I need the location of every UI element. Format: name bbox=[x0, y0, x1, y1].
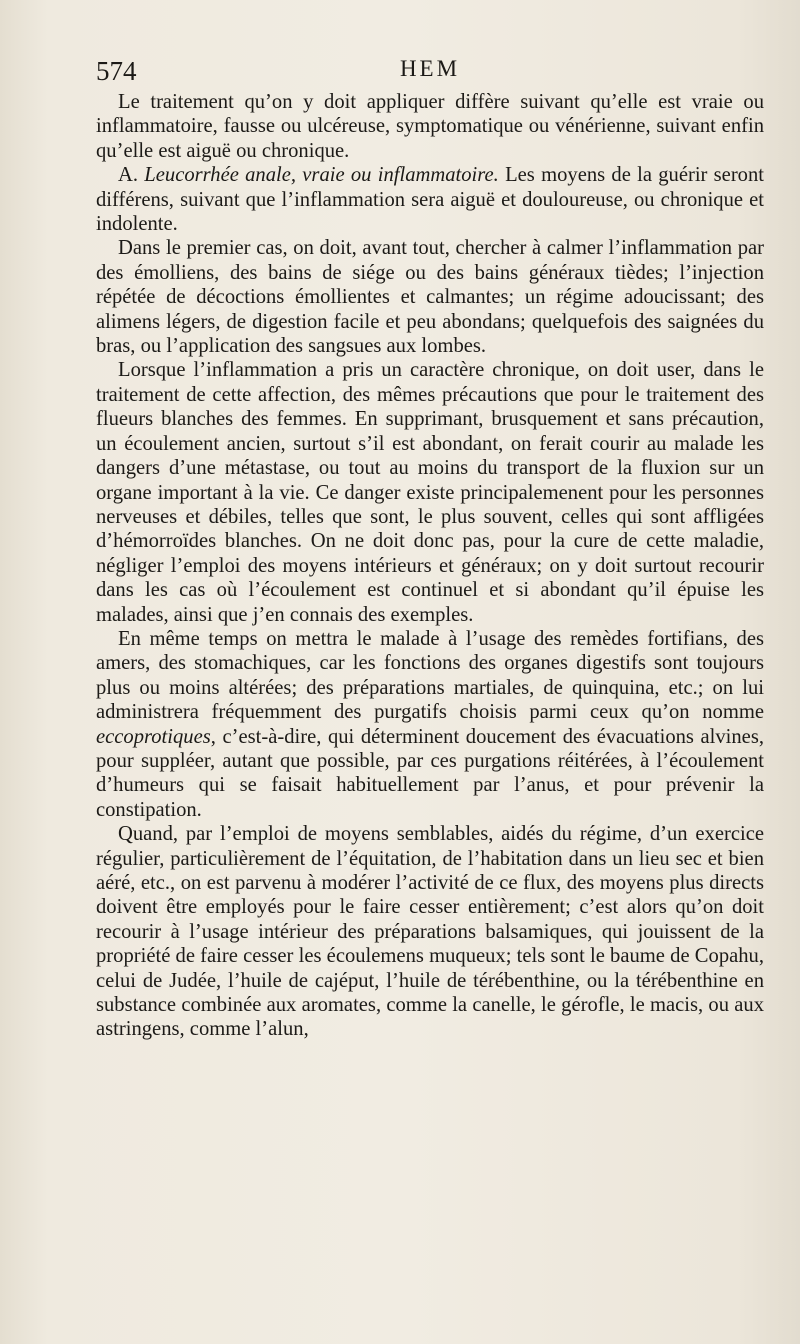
paragraph-6: Quand, par l’emploi de moyens semblables, aidés du régime, d’un exercice régulier, particulièrement de l’équitation, de l’habitation dans un lieu sec et bien aéré, etc., on est parvenu à modérer l’activité de ce flux, des moyens plus directs doivent être employés pour le faire cesser entièrement; c’est alors qu’on doit recourir à l’usage intérieur des préparations balsamiques, qui jouissent de la propriété de faire cesser les écoulemens muqueux; tels sont le baume de Copahu, celui de Judée, l’huile de cajéput, l’huile de térébenthine, ou la térébenthine en substance combinée aux aromates, comme la canelle, le gérofle, le macis, ou aux astringens, comme l’alun, bbox=[96, 823, 764, 1041]
paragraph-1: Le traitement qu’on y doit appliquer diffère suivant qu’elle est vraie ou inflammatoire, fausse ou ulcéreuse, symptomatique ou vénérienne, suivant enfin qu’elle est aiguë ou chronique. bbox=[96, 91, 764, 162]
paragraph-2 bbox=[96, 163, 764, 236]
page-number: 574 bbox=[96, 56, 137, 86]
paragraph-2-text: Les moyens de la guérir seront différens, suivant que l’inflammation sera aiguë et douloureuse, ou chronique et indolente. bbox=[96, 164, 764, 236]
paragraph-5-text-b: , c’est-à-dire, qui déterminent doucement des évacuations alvines, pour suppléer, autant que possible, par ces purgations réitérées, à l’écoulement d’humeurs qui se faisait habituellement par l’anus, et pour prévenir la constipation. bbox=[96, 725, 764, 821]
paragraph-4: Lorsque l’inflammation a pris un caractère chronique, on doit user, dans le traitement de cette affection, des mêmes précautions que pour le traitement des flueurs blanches des femmes. En supprimant, brusquement et sans précaution, un écoulement ancien, surtout s’il est abondant, on ferait courir au malade les dangers d’une métastase, ou tout au moins du transport de la fluxion sur un organe important à la vie. Ce danger existe principalemenent pour les personnes nerveuses et débiles, telles que sont, le plus souvent, celles qui sont affligées d’hémorroïdes blanches. On ne doit donc pas, pour la cure de cette maladie, négliger l’emploi des moyens intérieurs et généraux; on y doit surtout recourir dans les cas où l’écoulement est continuel et si abondant qu’il épuise les malades, ainsi que j’en connais des exemples. bbox=[96, 359, 764, 626]
running-head: HEM bbox=[399, 56, 461, 81]
paragraph-3: Dans le premier cas, on doit, avant tout, chercher à calmer l’inflammation par des émolliens, des bains de siége ou des bains généraux tièdes; l’injection répétée de décoctions émollientes et calmantes; un régime adoucissant; des alimens légers, de digestion facile et peu abondans; quelquefois des saignées du bras, ou l’application des sangsues aux lombes. bbox=[96, 237, 764, 358]
body-text bbox=[96, 90, 764, 1042]
paragraph-5 bbox=[96, 627, 764, 822]
section-label: A. bbox=[118, 164, 145, 187]
paragraph-5-text-a: En même temps on mettra le malade à l’usage des remèdes fortifians, des amers, des stomachiques, car les fonctions des organes digestifs sont toujours plus ou moins altérées; des préparations martiales, de quinquina, etc.; on lui administrera fréquemment des purgatifs choisis parmi ceux qu’on nomme bbox=[96, 627, 764, 724]
page-header bbox=[96, 56, 764, 90]
italic-term: eccoprotiques bbox=[96, 725, 211, 748]
section-title: Leucorrhée anale, vraie ou inflammatoire. bbox=[144, 164, 499, 187]
